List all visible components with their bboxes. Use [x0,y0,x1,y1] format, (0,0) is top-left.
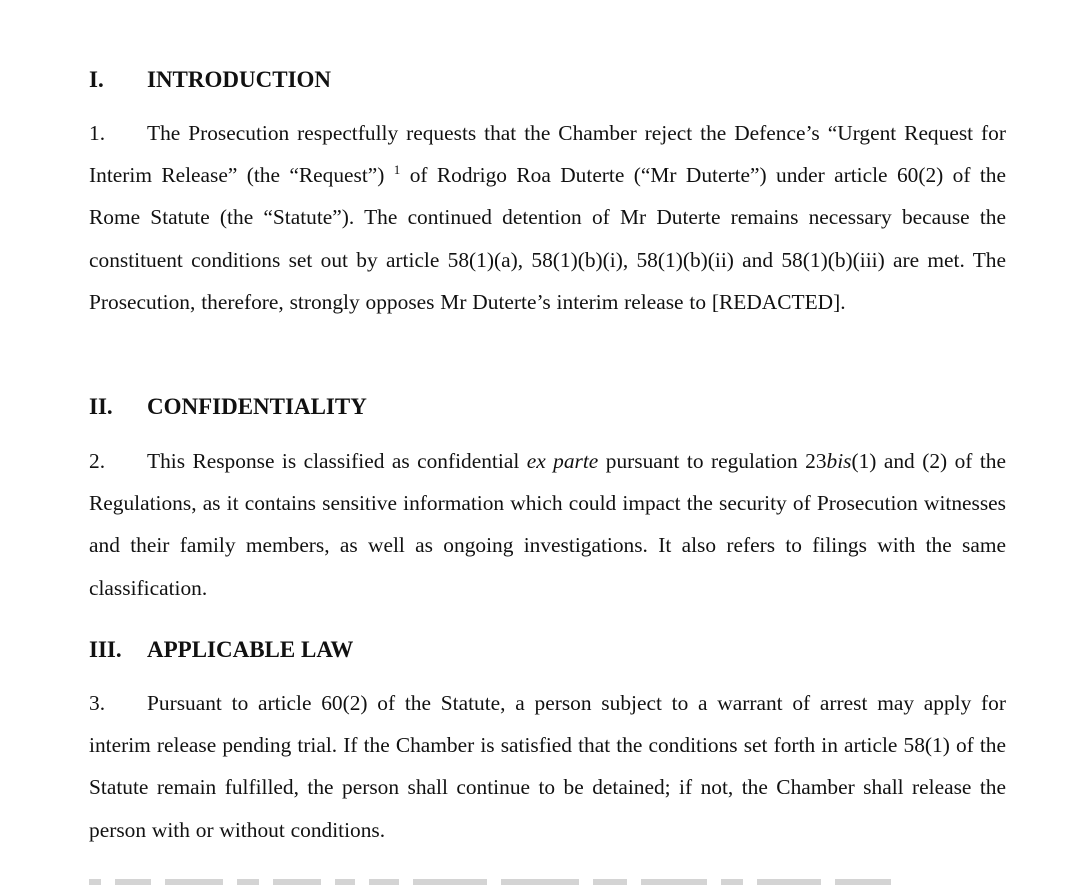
paragraph-text: This Response is classified as confidential [147,449,520,473]
cut-off-next-line [89,870,1006,890]
paragraph-text-continued: pursuant to regulation 23 [605,449,827,473]
italic-term: bis [826,449,852,473]
paragraph-number: 3. [89,691,106,715]
paragraph-1 [89,112,1006,323]
section-title: CONFIDENTIALITY [147,394,367,419]
section-title: INTRODUCTION [147,67,332,92]
section-title: APPLICABLE LAW [147,637,354,662]
italic-term: ex parte [526,449,599,473]
paragraph-text-continued: (1) and (2) of the Regulations, as it contains sensitive information which could impact the security of Prosecution witnesses and their family members, as well as ongoing investigations. It also refers to filings with the same classification. [89,449,1006,600]
paragraph-3 [89,682,1006,851]
section-number: III. [89,637,122,662]
footnote-reference[interactable]: 1 [393,162,401,178]
paragraph-text-continued: of Rodrigo Roa Duterte (“Mr Duterte”) under article 60(2) of the Rome Statute (the “Statute”). The continued detention of Mr Duterte remains necessary because the constituent conditions set out by article 58(1)(a), 58(1)(b)(i), 58(1)(b)(ii) and 58(1)(b)(iii) are met. The Prosecution, therefore, strongly opposes Mr Duterte’s interim release to [REDACTED]. [89,163,1006,314]
paragraph-text: The Prosecution respectfully requests that the Chamber reject the Defence’s “Urgent Request for Interim Release” (the “Request”) [89,121,1006,188]
paragraph-2 [89,440,1006,609]
section-heading-introduction [89,66,331,94]
paragraph-text: Pursuant to article 60(2) of the Statute, a person subject to a warrant of arrest may apply for interim release pending trial. If the Chamber is satisfied that the conditions set forth in article 58(1) of the Statute remain fulfilled, the person shall continue to be detained; if not, the Chamber shall release the person with or without conditions. [89,691,1006,842]
section-heading-confidentiality [89,393,367,421]
paragraph-number: 1. [89,121,106,145]
section-number: I. [89,67,104,92]
paragraph-number: 2. [89,449,106,473]
section-number: II. [89,394,113,419]
section-heading-applicable-law [89,636,353,664]
